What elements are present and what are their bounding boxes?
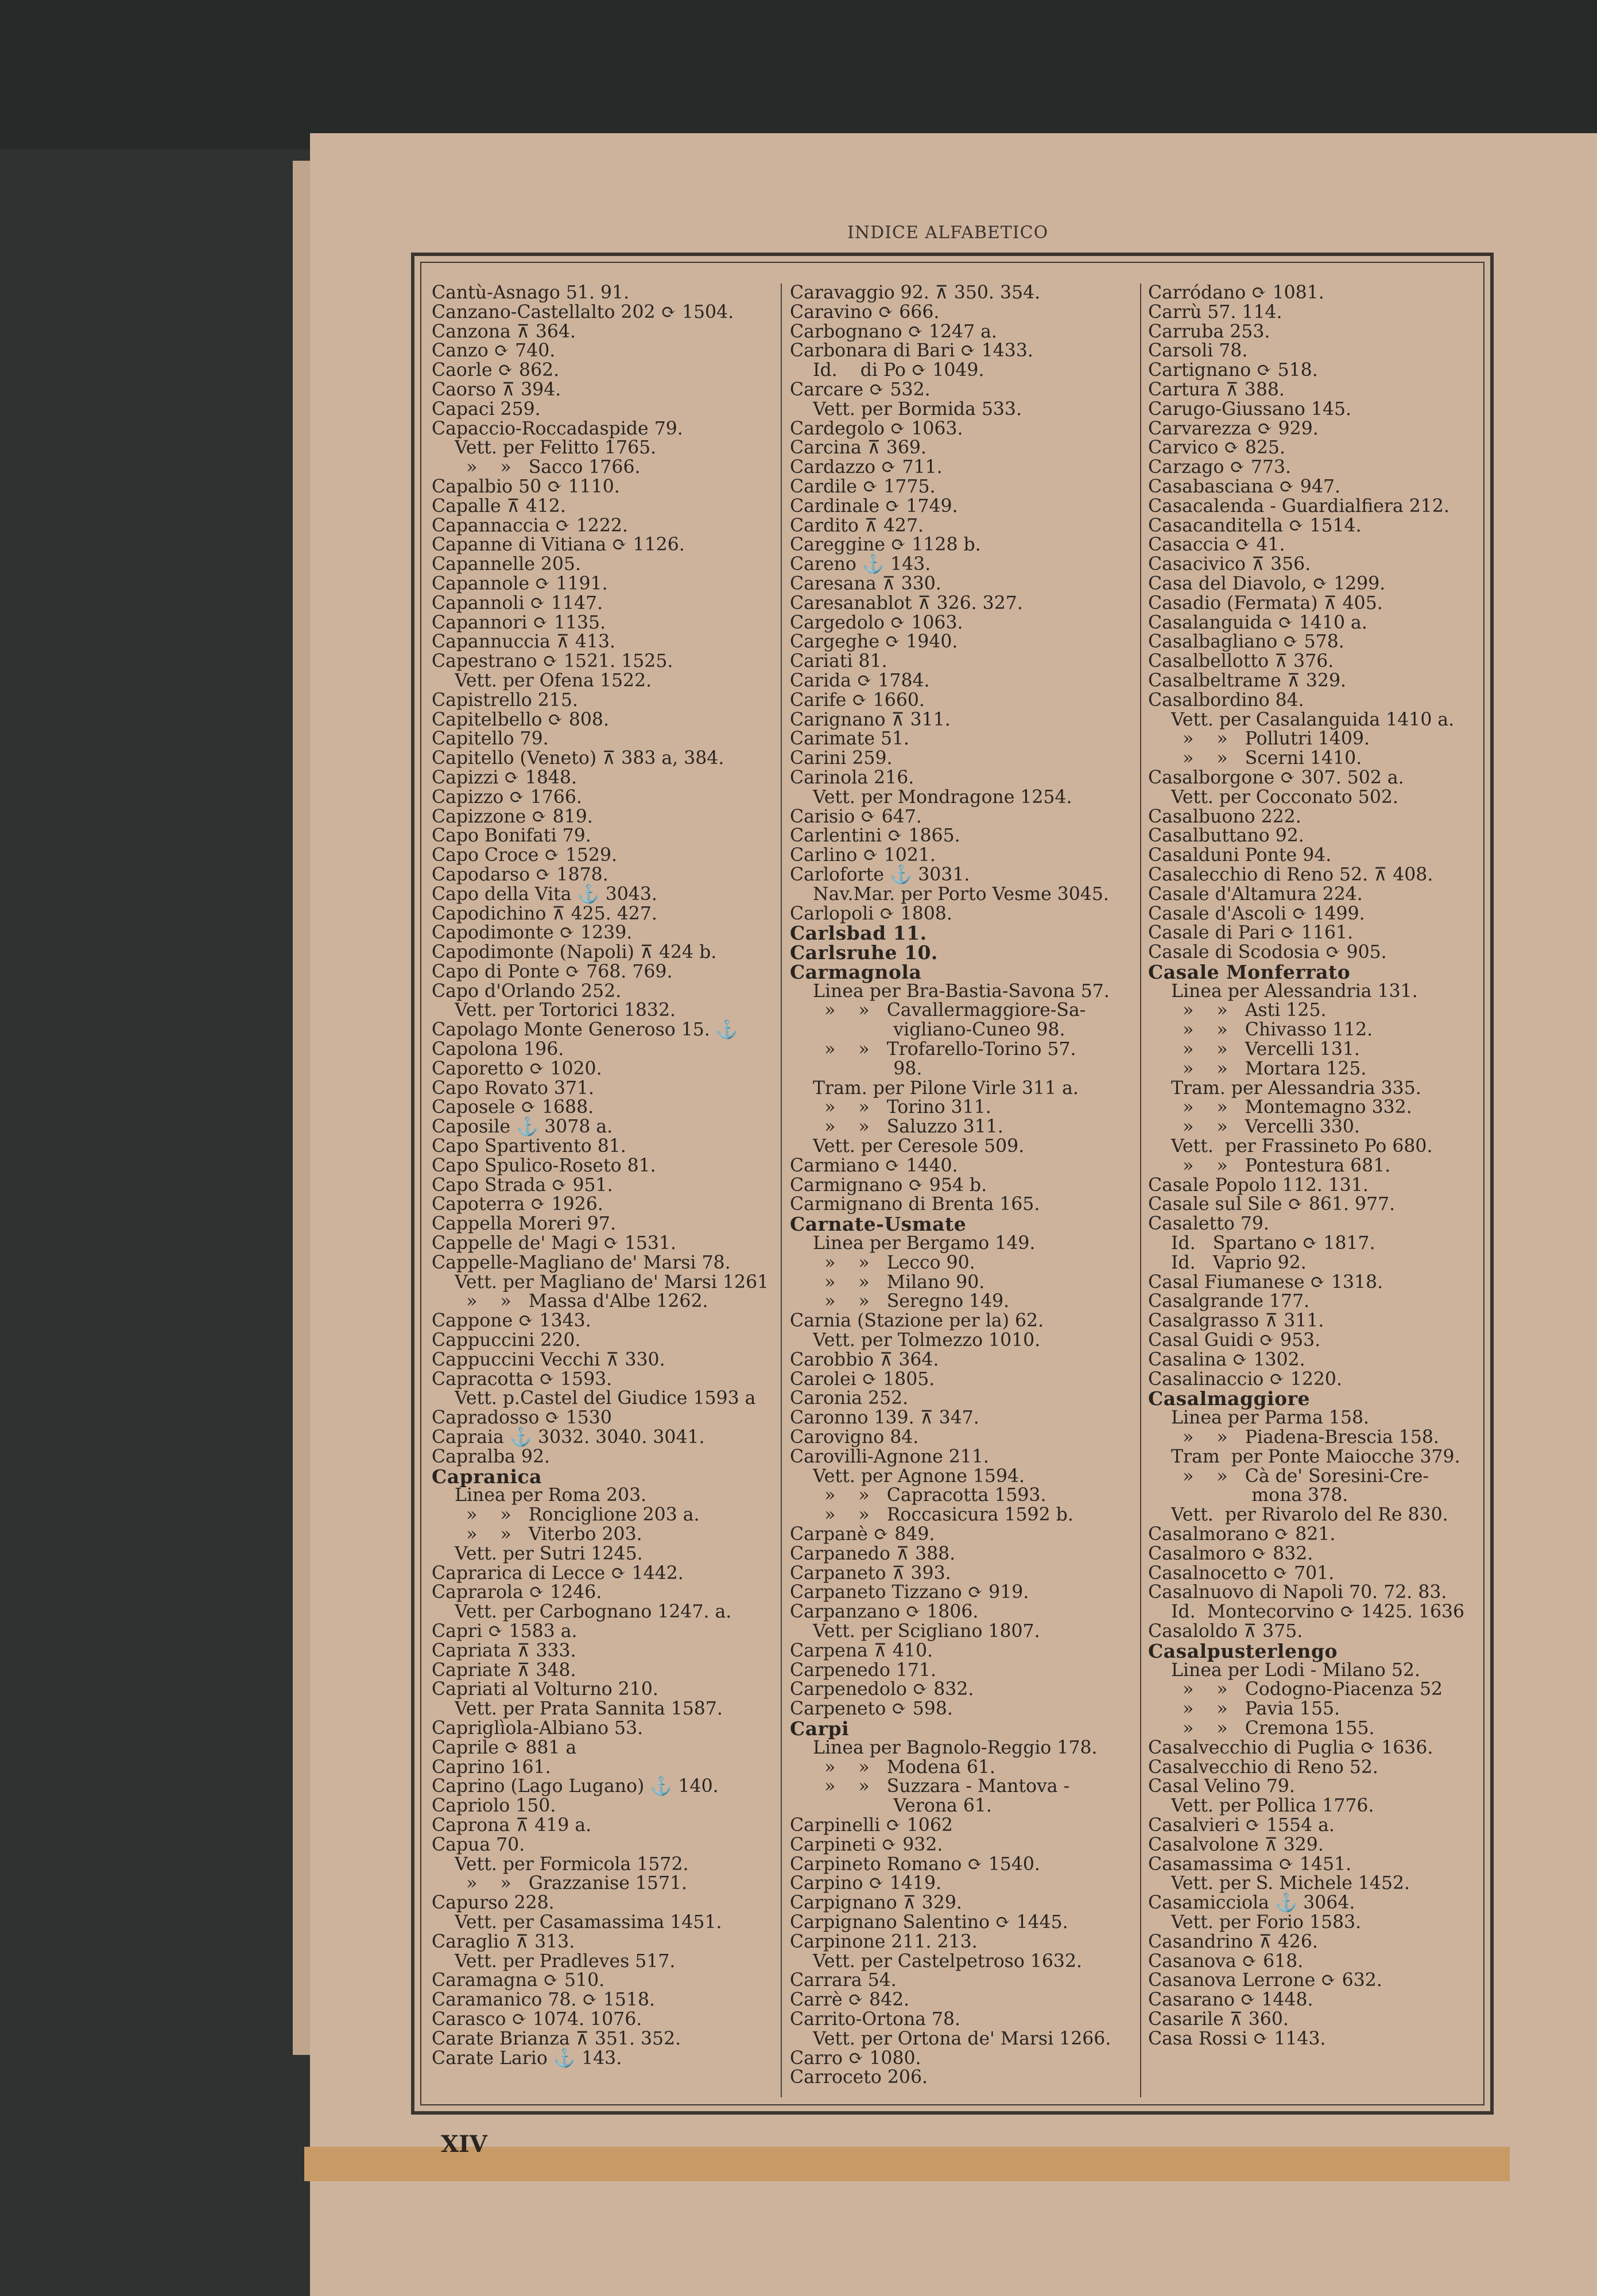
index-entry: Vett. per Castelpetroso 1632. (790, 1950, 1082, 1972)
index-entry: Capanne di Vitiana ⟳ 1126. (432, 534, 685, 556)
index-entry: Carroceto 206. (790, 2067, 928, 2088)
index-entry: Carzago ⟳ 773. (1148, 457, 1292, 478)
index-entry: Cappuccini Vecchi ⊼ 330. (432, 1349, 665, 1370)
index-entry: Cappone ⟳ 1343. (432, 1310, 591, 1332)
index-entry: » » Scerni 1410. (1148, 748, 1362, 769)
index-entry: Casalvieri ⟳ 1554 a. (1148, 1814, 1335, 1836)
index-entry: Capo Rovato 371. (432, 1077, 595, 1099)
index-entry: » » Seregno 149. (790, 1291, 1010, 1312)
index-entry: Casalbuttano 92. (1148, 825, 1304, 847)
index-entry: Vett. per Scigliano 1807. (790, 1620, 1040, 1642)
index-entry: Carate Brianza ⊼ 351. 352. (432, 2028, 681, 2049)
index-entry: Casalbellotto ⊼ 376. (1148, 651, 1334, 672)
index-entry: Casalnocetto ⟳ 701. (1148, 1562, 1335, 1584)
index-entry: Vett. per Agnone 1594. (790, 1465, 1025, 1487)
index-entry: Capizzone ⟳ 819. (432, 806, 593, 827)
index-entry: Casacivico ⊼ 356. (1148, 554, 1311, 575)
index-entry: Cariati 81. (790, 651, 887, 672)
index-entry: Vett. per Rivarolo del Re 830. (1148, 1504, 1448, 1526)
index-entry: Capo della Vita ⚓ 3043. (432, 883, 657, 905)
index-entry: Casaloldo ⊼ 375. (1148, 1620, 1303, 1642)
index-entry: Vett. per S. Michele 1452. (1148, 1873, 1410, 1894)
index-entry: Cartignano ⟳ 518. (1148, 360, 1318, 381)
index-entry: » » Capracotta 1593. (790, 1485, 1046, 1506)
index-entry: » » Cremona 155. (1148, 1717, 1375, 1739)
index-entry: Casalbordino 84. (1148, 689, 1304, 711)
index-entry: Carpaneto Tizzano ⟳ 919. (790, 1582, 1029, 1603)
index-entry: Carrè ⟳ 842. (790, 1989, 910, 2011)
index-entry: Capalle ⊼ 412. (432, 495, 566, 517)
index-entry: Capoterra ⟳ 1926. (432, 1194, 603, 1215)
index-entry: Carro ⟳ 1080. (790, 2047, 921, 2069)
index-entry: Tram. per Pilone Virle 311 a. (790, 1077, 1079, 1099)
index-entry: Capo di Ponte ⟳ 768. 769. (432, 961, 673, 982)
index-entry: Carvico ⟳ 825. (1148, 437, 1285, 459)
index-entry: Carpena ⊼ 410. (790, 1640, 933, 1661)
index-entry: Carimate 51. (790, 728, 910, 750)
index-entry: Vett. per Frassineto Po 680. (1148, 1136, 1433, 1157)
index-entry: Capizzi ⟳ 1848. (432, 767, 577, 788)
index-entry: Linea per Bergamo 149. (790, 1233, 1036, 1254)
index-entry: Casalpusterlengo (1148, 1639, 1338, 1662)
index-entry: Caronno 139. ⊼ 347. (790, 1407, 979, 1429)
index-entry: Caprarica di Lecce ⟳ 1442. (432, 1562, 684, 1584)
index-entry: » » Ronciglione 203 a. (432, 1504, 700, 1526)
index-entry: Carisio ⟳ 647. (790, 806, 922, 827)
index-entry: Capo Spulico-Roseto 81. (432, 1155, 656, 1176)
index-entry: Carignano ⊼ 311. (790, 709, 951, 730)
index-entry: Carugo-Giussano 145. (1148, 398, 1352, 420)
index-entry: Vett. per Forio 1583. (1148, 1911, 1362, 1933)
index-column-2 (790, 284, 1134, 2097)
index-entry: Capranica (432, 1465, 542, 1488)
index-entry: Capo Croce ⟳ 1529. (432, 845, 618, 866)
index-entry: Carife ⟳ 1660. (790, 689, 925, 711)
index-entry: Carlsruhe 10. (790, 941, 938, 964)
index-entry: Casandrino ⊼ 426. (1148, 1931, 1318, 1952)
index-entry: Vett. per Casalanguida 1410 a. (1148, 709, 1455, 730)
index-entry: Caravaggio 92. ⊼ 350. 354. (790, 284, 1041, 303)
index-entry: Caprino 161. (432, 1756, 551, 1778)
index-entry: » » Grazzanise 1571. (432, 1873, 688, 1894)
index-entry: Casamassima ⟳ 1451. (1148, 1853, 1352, 1875)
index-entry: Vett. p.Castel del Giudice 1593 a (432, 1388, 756, 1409)
index-entry: Cappelle-Magliano de' Marsi 78. (432, 1252, 731, 1273)
index-entry: » » Modena 61. (790, 1756, 995, 1778)
index-entry: Casalecchio di Reno 52. ⊼ 408. (1148, 864, 1433, 885)
index-entry: Carobbio ⊼ 364. (790, 1349, 939, 1370)
index-entry: » » Montemagno 332. (1148, 1097, 1412, 1118)
index-entry: Casalina ⟳ 1302. (1148, 1349, 1305, 1370)
index-entry: » » Suzzara - Mantova - (790, 1776, 1070, 1797)
index-entry: Capistrello 215. (432, 689, 578, 711)
index-entry: Carmignano ⟳ 954 b. (790, 1174, 987, 1196)
index-entry: Carlopoli ⟳ 1808. (790, 903, 952, 924)
index-entry: Casalbeltrame ⊼ 329. (1148, 670, 1347, 691)
index-entry: Casadio (Fermata) ⊼ 405. (1148, 592, 1383, 614)
index-entry: Carmagnola (790, 960, 922, 983)
index-entry: Casalmoro ⟳ 832. (1148, 1543, 1313, 1564)
index-entry: » » Lecco 90. (790, 1252, 975, 1273)
index-entry: Id. di Po ⟳ 1049. (790, 360, 984, 381)
index-entry: Carloforte ⚓ 3031. (790, 864, 970, 885)
index-entry: Cappella Moreri 97. (432, 1213, 616, 1235)
index-entry: » » Codogno-Piacenza 52 (1148, 1679, 1443, 1700)
index-entry: » » Chivasso 112. (1148, 1019, 1373, 1041)
index-entry: Id. Vaprio 92. (1148, 1252, 1307, 1273)
index-entry: vigliano-Cuneo 98. (790, 1019, 1065, 1041)
index-entry: Caposele ⟳ 1688. (432, 1097, 594, 1118)
page-header: INDICE ALFABETICO (847, 223, 1049, 243)
index-entry: Carpanedo ⊼ 388. (790, 1543, 956, 1564)
index-entry: Casalborgone ⟳ 307. 502 a. (1148, 767, 1404, 788)
index-entry: Capannole ⟳ 1191. (432, 573, 608, 594)
index-entry: Casalgrasso ⊼ 311. (1148, 1310, 1324, 1332)
index-entry: Capitello 79. (432, 728, 549, 750)
index-entry: Caresanablot ⊼ 326. 327. (790, 592, 1023, 614)
index-entry: Canzano-Castellalto 202 ⟳ 1504. (432, 301, 734, 323)
index-entry: Capolona 196. (432, 1039, 564, 1060)
index-entry: Capannuccia ⊼ 413. (432, 631, 616, 653)
page-number: XIV (441, 2131, 487, 2158)
index-entry: » » Milano 90. (790, 1271, 985, 1293)
index-entry: Casabasciana ⟳ 947. (1148, 476, 1341, 497)
index-entry: Casanova ⟳ 618. (1148, 1950, 1304, 1972)
index-entry: Casale di Pari ⟳ 1161. (1148, 922, 1354, 944)
index-column-3 (1148, 284, 1481, 2097)
index-entry: » » Pollutri 1409. (1148, 728, 1370, 750)
index-entry: Canzona ⊼ 364. (432, 321, 576, 342)
index-entry: Carnate-Usmate (790, 1213, 967, 1236)
index-entry: Careno ⚓ 143. (790, 554, 931, 575)
index-column-1 (432, 284, 772, 2097)
index-entry: Vett. per Prata Sannita 1587. (432, 1698, 723, 1720)
index-entry: Capua 70. (432, 1834, 525, 1855)
index-entry: Casalbagliano ⟳ 578. (1148, 631, 1344, 653)
index-entry: Cartura ⊼ 388. (1148, 379, 1285, 400)
index-entry: Caorle ⟳ 862. (432, 360, 560, 381)
index-entry: Capodimonte (Napoli) ⊼ 424 b. (432, 942, 717, 963)
index-entry: » » Vercelli 131. (1148, 1039, 1360, 1060)
index-entry: Capraia ⚓ 3032. 3040. 3041. (432, 1427, 705, 1448)
index-entry: Casa del Diavolo, ⟳ 1299. (1148, 573, 1386, 594)
index-entry: Caravino ⟳ 666. (790, 301, 940, 323)
index-entry: Carovilli-Agnone 211. (790, 1446, 989, 1467)
index-entry: Casalmaggiore (1148, 1387, 1311, 1410)
index-entry: Linea per Alessandria 131. (1148, 980, 1418, 1002)
index-entry: Casalvolone ⊼ 329. (1148, 1834, 1324, 1855)
index-entry: Carpenedolo ⟳ 832. (790, 1679, 974, 1700)
index-entry: Capitello (Veneto) ⊼ 383 a, 384. (432, 748, 724, 769)
index-entry: Vett. per Ortona de' Marsi 1266. (790, 2028, 1111, 2049)
index-entry: Capo d'Orlando 252. (432, 980, 622, 1002)
index-entry: Carbonara di Bari ⟳ 1433. (790, 340, 1033, 362)
index-entry: Casaccia ⟳ 41. (1148, 534, 1285, 556)
index-entry: Caprona ⊼ 419 a. (432, 1814, 592, 1836)
index-entry: Carovigno 84. (790, 1427, 919, 1448)
index-entry: Vett. per Mondragone 1254. (790, 786, 1072, 808)
index-entry: Carpi (790, 1717, 850, 1740)
index-entry: Carpeneto ⟳ 598. (790, 1698, 953, 1720)
index-entry: Capannori ⟳ 1135. (432, 612, 606, 633)
index-entry: Capannaccia ⟳ 1222. (432, 515, 628, 536)
index-entry: Carolei ⟳ 1805. (790, 1368, 935, 1390)
index-entry: Vett. per Pollica 1776. (1148, 1795, 1374, 1817)
index-entry: Carpinelli ⟳ 1062 (790, 1814, 953, 1836)
index-entry: Casale sul Sile ⟳ 861. 977. (1148, 1194, 1396, 1215)
index-entry: Cardegolo ⟳ 1063. (790, 418, 963, 439)
index-entry: Casalanguida ⟳ 1410 a. (1148, 612, 1367, 633)
index-entry: » » Cà de' Soresini-Cre- (1148, 1465, 1429, 1487)
index-entry: Capriglìola-Albiano 53. (432, 1717, 644, 1739)
index-entry: Carbognano ⟳ 1247 a. (790, 321, 997, 342)
index-entry: Cardinale ⟳ 1749. (790, 495, 958, 517)
index-entry: Caresana ⊼ 330. (790, 573, 941, 594)
index-entry: Carlentini ⟳ 1865. (790, 825, 960, 847)
index-entry: Cardile ⟳ 1775. (790, 476, 936, 497)
index-entry: Casalvecchio di Puglia ⟳ 1636. (1148, 1737, 1433, 1758)
index-entry: » » Vercelli 330. (1148, 1116, 1360, 1138)
index-entry: Carrara 54. (790, 1970, 897, 1991)
index-entry: Carpignano Salentino ⟳ 1445. (790, 1911, 1068, 1933)
index-entry: Linea per Roma 203. (432, 1485, 647, 1506)
index-entry: Casacanditella ⟳ 1514. (1148, 515, 1362, 536)
index-entry: Carini 259. (790, 748, 893, 769)
index-entry: Carpineti ⟳ 932. (790, 1834, 943, 1855)
index-entry: mona 378. (1148, 1485, 1348, 1506)
index-entry: Casal Guidi ⟳ 953. (1148, 1330, 1321, 1351)
index-entry: Capolago Monte Generoso 15. ⚓ (432, 1019, 739, 1041)
index-entry: Carmignano di Brenta 165. (790, 1194, 1040, 1215)
index-entry: Capriata ⊼ 333. (432, 1640, 576, 1661)
index-entry: » » Piadena-Brescia 158. (1148, 1427, 1439, 1448)
index-entry: Capannoli ⟳ 1147. (432, 592, 603, 614)
index-entry: Casal Velino 79. (1148, 1776, 1295, 1797)
index-entry: Carcare ⟳ 532. (790, 379, 931, 400)
index-entry: Casamicciola ⚓ 3064. (1148, 1892, 1355, 1914)
index-entry: Carrito-Ortona 78. (790, 2008, 961, 2030)
index-entry: Carpineto Romano ⟳ 1540. (790, 1853, 1040, 1875)
index-entry: Vett. per Carbognano 1247. a. (432, 1601, 732, 1623)
index-entry: Caprile ⟳ 881 a (432, 1737, 577, 1758)
index-entry: Linea per Parma 158. (1148, 1407, 1370, 1429)
index-entry: Capodichino ⊼ 425. 427. (432, 903, 657, 924)
index-entry: Canzo ⟳ 740. (432, 340, 556, 362)
index-entry: Capurso 228. (432, 1892, 555, 1914)
index-entry: Id. Spartano ⟳ 1817. (1148, 1233, 1375, 1254)
index-entry: Casalduni Ponte 94. (1148, 845, 1332, 866)
index-entry: Capriati al Volturno 210. (432, 1679, 658, 1700)
index-entry: Careggine ⟳ 1128 b. (790, 534, 981, 556)
index-entry: Vett. per Pradleves 517. (432, 1950, 676, 1972)
index-entry: Carródano ⟳ 1081. (1148, 284, 1324, 303)
index-entry: Tram. per Alessandria 335. (1148, 1077, 1421, 1099)
index-entry: Capitelbello ⟳ 808. (432, 709, 609, 730)
index-entry: Casalgrande 177. (1148, 1291, 1310, 1312)
index-entry: » » Saluzzo 311. (790, 1116, 1003, 1138)
index-entry: Carvarezza ⟳ 929. (1148, 418, 1319, 439)
index-entry: Caramagna ⟳ 510. (432, 1970, 605, 1991)
index-entry: Capo Strada ⟳ 951. (432, 1174, 613, 1196)
index-entry: Caraglio ⊼ 313. (432, 1931, 575, 1952)
index-entry: » » Asti 125. (1148, 1000, 1327, 1021)
index-entry: » » Massa d'Albe 1262. (432, 1291, 708, 1312)
index-entry: Carlsbad 11. (790, 922, 927, 945)
index-entry: Carpino ⟳ 1419. (790, 1873, 942, 1894)
index-entry: » » Roccasicura 1592 b. (790, 1504, 1073, 1526)
index-entry: Id. Montecorvino ⟳ 1425. 1636 (1148, 1601, 1465, 1623)
index-entry: » » Mortara 125. (1148, 1058, 1367, 1079)
index-entry: Casale Monferrato (1148, 960, 1351, 983)
index-entry: Carpignano ⊼ 329. (790, 1892, 962, 1914)
index-entry: Carnia (Stazione per la) 62. (790, 1310, 1044, 1332)
index-entry: Casanova Lerrone ⟳ 632. (1148, 1970, 1382, 1991)
index-entry: Casale d'Ascoli ⟳ 1499. (1148, 903, 1365, 924)
index-entry: Caronia 252. (790, 1388, 909, 1409)
index-entry: Cardito ⊼ 427. (790, 515, 924, 536)
index-entry: Casacalenda - Guardialfiera 212. (1148, 495, 1449, 517)
index-entry: Vett. per Ofena 1522. (432, 670, 652, 691)
index-entry: Carate Lario ⚓ 143. (432, 2047, 622, 2069)
index-entry: Capestrano ⟳ 1521. 1525. (432, 651, 673, 672)
index-entry: Capodarso ⟳ 1878. (432, 864, 608, 885)
index-entry: Cappelle de' Magi ⟳ 1531. (432, 1233, 677, 1254)
index-entry: Carcina ⊼ 369. (790, 437, 927, 459)
index-entry: Caporetto ⟳ 1020. (432, 1058, 602, 1079)
index-entry: Vett. per Formicola 1572. (432, 1853, 689, 1875)
index-entry: Casa Rossi ⟳ 1143. (1148, 2028, 1326, 2049)
index-entry: Casale d'Altamura 224. (1148, 883, 1363, 905)
index-entry: Vett. per Cocconato 502. (1148, 786, 1398, 808)
index-entry: Vett. per Ceresole 509. (790, 1136, 1025, 1157)
index-entry: Casalnuovo di Napoli 70. 72. 83. (1148, 1582, 1447, 1603)
index-entry: Carruba 253. (1148, 321, 1270, 342)
index-entry: Caramanico 78. ⟳ 1518. (432, 1989, 656, 2011)
index-entry: Caprino (Lago Lugano) ⚓ 140. (432, 1776, 719, 1797)
index-entry: Carasco ⟳ 1074. 1076. (432, 2008, 642, 2030)
index-entry: Vett. per Tolmezzo 1010. (790, 1330, 1041, 1351)
index-entry: Vett. per Magliano de' Marsi 1261 (432, 1271, 769, 1293)
index-entry: Casarano ⟳ 1448. (1148, 1989, 1313, 2011)
index-entry: Tram per Ponte Maiocche 379. (1148, 1446, 1460, 1467)
index-entry: Cargeghe ⟳ 1940. (790, 631, 958, 653)
index-entry: Carpanzano ⟳ 1806. (790, 1601, 979, 1623)
index-entry: » » Viterbo 203. (432, 1524, 642, 1545)
index-entry: Capriate ⊼ 348. (432, 1659, 576, 1681)
index-entry: Capaccio-Roccadaspide 79. (432, 418, 683, 439)
index-entry: Vett. per Sutri 1245. (432, 1543, 643, 1564)
index-entry: Vett. per Bormida 533. (790, 398, 1022, 420)
index-entry: Carrù 57. 114. (1148, 301, 1282, 323)
index-entry: Capalbio 50 ⟳ 1110. (432, 476, 620, 497)
index-entry: Casalbuono 222. (1148, 806, 1301, 827)
index-entry: Carlino ⟳ 1021. (790, 845, 936, 866)
index-entry: Cardazzo ⟳ 711. (790, 457, 943, 478)
index-entry: Capo Spartivento 81. (432, 1136, 626, 1157)
index-entry: Capannelle 205. (432, 554, 581, 575)
index-entry: » » Cavallermaggiore-Sa- (790, 1000, 1086, 1021)
index-entry: Capradosso ⟳ 1530 (432, 1407, 612, 1429)
index-entry: Capracotta ⟳ 1593. (432, 1368, 613, 1390)
index-entry: Vett. per Casamassima 1451. (432, 1911, 722, 1933)
index-entry: Capodimonte ⟳ 1239. (432, 922, 633, 944)
column-divider (1140, 284, 1141, 2097)
column-divider (781, 284, 782, 2097)
index-entry: Casale di Scodosia ⟳ 905. (1148, 942, 1387, 963)
index-entry: Linea per Bra-Bastia-Savona 57. (790, 980, 1110, 1002)
index-entry: Capriolo 150. (432, 1795, 556, 1817)
index-entry: Cantù-Asnago 51. 91. (432, 284, 630, 303)
index-entry: Vett. per Tortorici 1832. (432, 1000, 676, 1021)
index-entry: Linea per Bagnolo-Reggio 178. (790, 1737, 1098, 1758)
index-entry: Carida ⟳ 1784. (790, 670, 930, 691)
index-entry: Linea per Lodi - Milano 52. (1148, 1659, 1420, 1681)
index-entry: Casaletto 79. (1148, 1213, 1269, 1235)
index-entry: Caorso ⊼ 394. (432, 379, 561, 400)
index-entry: » » Pontestura 681. (1148, 1155, 1391, 1176)
index-entry: Carsoli 78. (1148, 340, 1248, 362)
index-entry: Cargedolo ⟳ 1063. (790, 612, 963, 633)
index-entry: Carpenedo 171. (790, 1659, 936, 1681)
background-top (0, 0, 1597, 149)
index-entry: Capizzo ⟳ 1766. (432, 786, 582, 808)
index-entry: Carinola 216. (790, 767, 914, 788)
index-entry: » » Sacco 1766. (432, 457, 641, 478)
index-entry: Caprarola ⟳ 1246. (432, 1582, 602, 1603)
index-entry: 98. (790, 1058, 922, 1079)
index-entry: Capralba 92. (432, 1446, 551, 1467)
index-entry: Capo Bonifati 79. (432, 825, 591, 847)
index-entry: » » Torino 311. (790, 1097, 991, 1118)
index-entry: Casalinaccio ⟳ 1220. (1148, 1368, 1342, 1390)
index-entry: Vett. per Felitto 1765. (432, 437, 657, 459)
index-entry: Casalmorano ⟳ 821. (1148, 1524, 1336, 1545)
index-entry: Caposile ⚓ 3078 a. (432, 1116, 613, 1138)
index-entry: Capri ⟳ 1583 a. (432, 1620, 577, 1642)
index-entry: Casale Popolo 112. 131. (1148, 1174, 1369, 1196)
index-entry: Carmiano ⟳ 1440. (790, 1155, 958, 1176)
index-entry: Capaci 259. (432, 398, 541, 420)
index-entry: » » Pavia 155. (1148, 1698, 1340, 1720)
index-entry: Carpinone 211. 213. (790, 1931, 978, 1952)
index-entry: Carpaneto ⊼ 393. (790, 1562, 951, 1584)
index-entry: Casarile ⊼ 360. (1148, 2008, 1289, 2030)
index-entry: Casal Fiumanese ⟳ 1318. (1148, 1271, 1383, 1293)
index-entry: Carpanè ⟳ 849. (790, 1524, 935, 1545)
index-entry: Verona 61. (790, 1795, 992, 1817)
index-entry: Casalvecchio di Reno 52. (1148, 1756, 1378, 1778)
index-entry: Cappuccini 220. (432, 1330, 581, 1351)
index-entry: » » Trofarello-Torino 57. (790, 1039, 1076, 1060)
index-entry: Nav.Mar. per Porto Vesme 3045. (790, 883, 1109, 905)
